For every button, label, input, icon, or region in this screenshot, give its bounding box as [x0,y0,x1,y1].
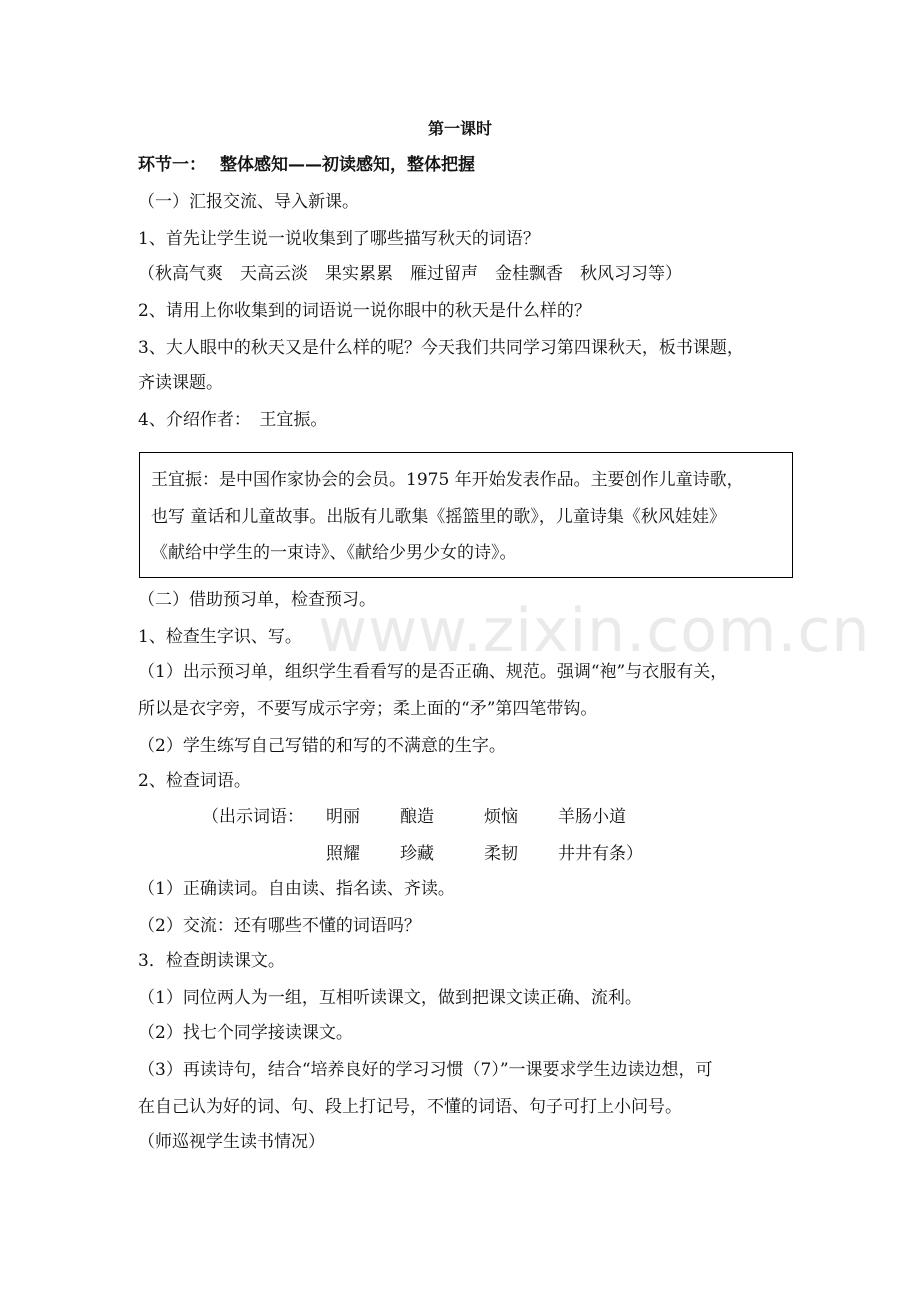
check-1: 1、检查生字识、写。 [138,627,302,647]
section-heading [138,153,475,177]
word-item: 明丽 [326,807,360,827]
question-3-line-1: 3、大人眼中的秋天又是什么样的呢？今天我们共同学习第四课秋天，板书课题， [138,338,744,358]
check-3-step-3-line-2: 在自己认为好的词、句、段上打记号，不懂的词语、句子可打上小问号。 [138,1097,682,1117]
section-label: 环节一： [138,155,206,175]
word-item: 酿造 [400,807,434,827]
word-item: 柔韧 [484,844,518,864]
lesson-title: 第一课时 [427,119,492,138]
autumn-words: （秋高气爽 天高云淡 果实累累 雁过留声 金桂飘香 秋风习习等） [138,264,682,284]
author-info-line-1: 王宜振：是中国作家协会的会员。1975 年开始发表作品。主要创作儿童诗歌， [151,470,744,490]
check-2: 2、检查词语。 [138,771,251,791]
check-3-step-1: （1）同位两人为一组，互相听读课文，做到把课文读正确、流利。 [138,988,642,1008]
question-2: 2、请用上你收集到的词语说一说你眼中的秋天是什么样的？ [138,301,591,321]
check-3-note: （师巡视学生读书情况） [138,1132,325,1152]
question-4: 4、介绍作者： 王宜振。 [138,410,328,430]
check-3: 3．检查朗读课文。 [138,951,285,971]
author-info-line-3: 《献给中学生的一束诗》、《献给少男少女的诗》。 [151,543,517,563]
word-list-prefix: （出示词语： [202,807,304,827]
word-item: 烦恼 [484,807,518,827]
author-info-line-2: 也写 童话和儿童故事。出版有儿歌集《摇篮里的歌》，儿童诗集《秋风娃娃》 [151,507,726,527]
check-3-step-2: （2）找七个同学接读课文。 [138,1023,353,1043]
check-1-step-2: （2）学生练写自己写错的和写的不满意的生字。 [138,736,506,756]
word-item: 珍藏 [400,844,434,864]
section-heading-text: 整体感知——初读感知，整体把握 [220,155,475,175]
word-item: 照耀 [326,844,360,864]
watermark: www.zixin.com.cn [318,596,871,666]
check-2-step-1: （1）正确读词。自由读、指名读、齐读。 [138,879,455,899]
word-item: 羊肠小道 [558,807,626,827]
question-1: 1、首先让学生说一说收集到了哪些描写秋天的词语？ [138,229,540,249]
word-item: 井井有条） [558,844,643,864]
author-info-box [139,452,793,578]
check-1-step-1-line-2: 所以是衣字旁，不要写成示字旁；柔上面的“矛”第四笔带钩。 [138,699,598,719]
subsection-2: （二）借助预习单，检查预习。 [138,590,376,610]
question-3-line-2: 齐读课题。 [138,373,223,393]
check-2-step-2: （2）交流：还有哪些不懂的词语吗？ [138,916,421,936]
check-3-step-3-line-1: （3）再读诗句，结合“培养良好的学习习惯（7）”一课要求学生边读边想，可 [138,1060,713,1080]
check-1-step-1-line-1: （1）出示预习单，组织学生看看写的是否正确、规范。强调“袍”与衣服有关， [138,662,728,682]
subsection-1: （一）汇报交流、导入新课。 [138,192,359,212]
